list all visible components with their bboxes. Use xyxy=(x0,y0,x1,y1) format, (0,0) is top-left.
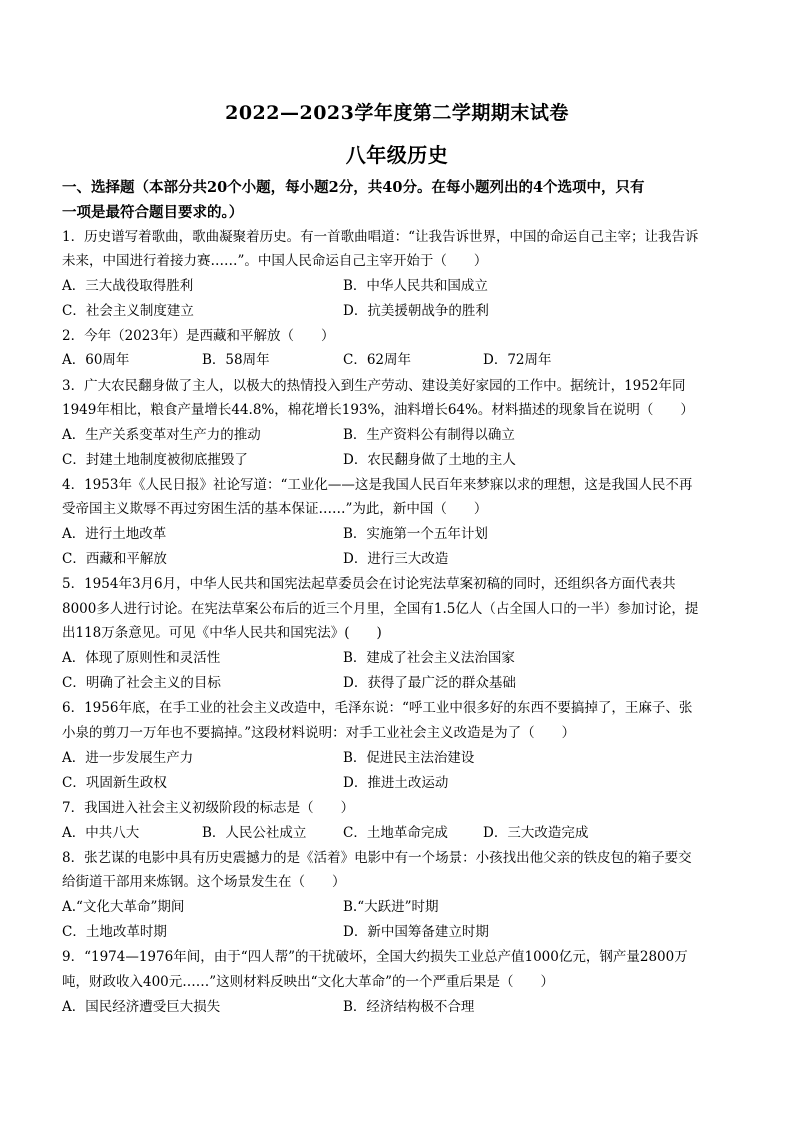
question-3-option-b: B．生产资料公有制得以确立 xyxy=(343,427,515,443)
question-8-option-b: B.“大跃进”时期 xyxy=(343,899,439,915)
section-heading-line-2: 一项是最符合题目要求的。） xyxy=(62,204,244,221)
question-5-option-d: D．获得了最广泛的群众基础 xyxy=(343,675,516,691)
question-7-option-c: C．土地革命完成 xyxy=(343,825,448,841)
question-4-line-1: 4．1953年《人民日报》社论写道：“工业化——这是我国人民百年来梦寐以求的理想，这是我国人民不再 xyxy=(62,477,693,493)
question-4-option-c: C．西藏和平解放 xyxy=(62,551,167,567)
question-8-option-a: A.“文化大革命”期间 xyxy=(62,899,185,915)
question-5-option-c: C．明确了社会主义的目标 xyxy=(62,675,221,691)
question-2-option-c: C．62周年 xyxy=(343,352,412,368)
exam-subtitle: 八年级历史 xyxy=(345,143,449,167)
exam-title: 2022—2023学年度第二学期期末试卷 xyxy=(225,102,569,124)
question-6-option-c: C．巩固新生政权 xyxy=(62,775,167,791)
question-6-option-b: B．促进民主法治建设 xyxy=(343,750,475,766)
question-3-option-a: A．生产关系变革对生产力的推动 xyxy=(62,427,261,443)
question-4-option-a: A．进行土地改革 xyxy=(62,526,167,542)
question-1-option-a: A．三大战役取得胜利 xyxy=(62,278,194,294)
question-5-line-3: 出118万条意见。可见《中华人民共和国宪法》( ) xyxy=(62,625,382,641)
question-2-line-1: 2．今年（2023年）是西藏和平解放（ ） xyxy=(62,328,335,344)
question-7-option-d: D．三大改造完成 xyxy=(483,825,589,841)
question-7-option-b: B．人民公社成立 xyxy=(202,825,307,841)
question-3-line-1: 3．广大农民翻身做了主人，以极大的热情投入到生产劳动、建设美好家园的工作中。据统计，1952年同 xyxy=(62,378,686,394)
question-6-option-a: A．进一步发展生产力 xyxy=(62,750,194,766)
question-1-line-2: 未来，中国进行着接力赛……”。中国人民命运自己主宰开始于（ ） xyxy=(62,253,488,269)
question-9-option-b: B．经济结构极不合理 xyxy=(343,999,475,1015)
question-1-option-b: B．中华人民共和国成立 xyxy=(343,278,488,294)
question-8-line-2: 给街道干部用来炼钢。这个场景发生在（ ） xyxy=(62,874,346,890)
question-4-line-2: 受帝国主义欺辱不再过穷困生活的基本保证……”为此，新中国（ ） xyxy=(62,501,488,517)
question-6-option-d: D．推进土改运动 xyxy=(343,775,449,791)
question-1-line-1: 1．历史谱写着歌曲，歌曲凝聚着历史。有一首歌曲唱道：“让我告诉世界，中国的命运自己主宰；让我告诉 xyxy=(62,229,699,245)
section-heading-line-1: 一、选择题（本部分共20个小题，每小题2分，共40分。在每小题列出的4个选项中，只有 xyxy=(62,179,645,196)
question-7-option-a: A．中共八大 xyxy=(62,825,140,841)
question-2-option-a: A．60周年 xyxy=(62,352,130,368)
question-1-option-c: C．社会主义制度建立 xyxy=(62,303,194,319)
question-2-option-b: B．58周年 xyxy=(202,352,270,368)
question-5-line-1: 5．1954年3月6月，中华人民共和国宪法起草委员会在讨论宪法草案初稿的同时，还组织各方面代表共 xyxy=(62,576,676,592)
question-9-line-2: 吨，财政收入400元……”这则材料反映出“文化大革命”的一个严重后果是（ ） xyxy=(62,974,554,990)
question-2-option-d: D．72周年 xyxy=(483,352,552,368)
question-4-option-d: D．进行三大改造 xyxy=(343,551,449,567)
question-5-option-a: A．体现了原则性和灵活性 xyxy=(62,650,221,666)
question-5-option-b: B．建成了社会主义法治国家 xyxy=(343,650,515,666)
question-6-line-1: 6．1956年底，在手工业的社会主义改造中，毛泽东说：“呼工业中很多好的东西不要搞掉了，王麻子、张 xyxy=(62,700,693,716)
question-9-option-a: A．国民经济遭受巨大损失 xyxy=(62,999,221,1015)
question-1-option-d: D．抗美援朝战争的胜利 xyxy=(343,303,489,319)
question-3-option-c: C．封建土地制度被彻底摧毁了 xyxy=(62,452,248,468)
question-4-option-b: B．实施第一个五年计划 xyxy=(343,526,488,542)
question-6-line-2: 小泉的剪刀一万年也不要搞掉。”这段材料说明：对手工业社会主义改造是为了（ ） xyxy=(62,725,576,741)
question-8-option-c: C．土地改革时期 xyxy=(62,924,167,940)
question-9-line-1: 9．“1974—1976年间，由于“四人帮”的干扰破坏，全国大约损失工业总产值1000亿元，钢产量2800万 xyxy=(62,949,688,965)
question-8-line-1: 8．张艺谋的电影中具有历史震撼力的是《活着》电影中有一个场景：小孩找出他父亲的铁皮包的箱子要交 xyxy=(62,850,692,866)
question-7-line-1: 7．我国进入社会主义初级阶段的标志是（ ） xyxy=(62,800,355,816)
question-8-option-d: D．新中国筹备建立时期 xyxy=(343,924,489,940)
question-5-line-2: 8000多人进行讨论。在宪法草案公布后的近三个月里，全国有1.5亿人（占全国人口的一半）参加讨论，提 xyxy=(62,601,699,617)
question-3-option-d: D．农民翻身做了土地的主人 xyxy=(343,452,516,468)
question-3-line-2: 1949年相比，粮食产量增长44.8%，棉花增长193%，油料增长64%。材料描述的现象旨在说明（ ） xyxy=(62,402,694,418)
